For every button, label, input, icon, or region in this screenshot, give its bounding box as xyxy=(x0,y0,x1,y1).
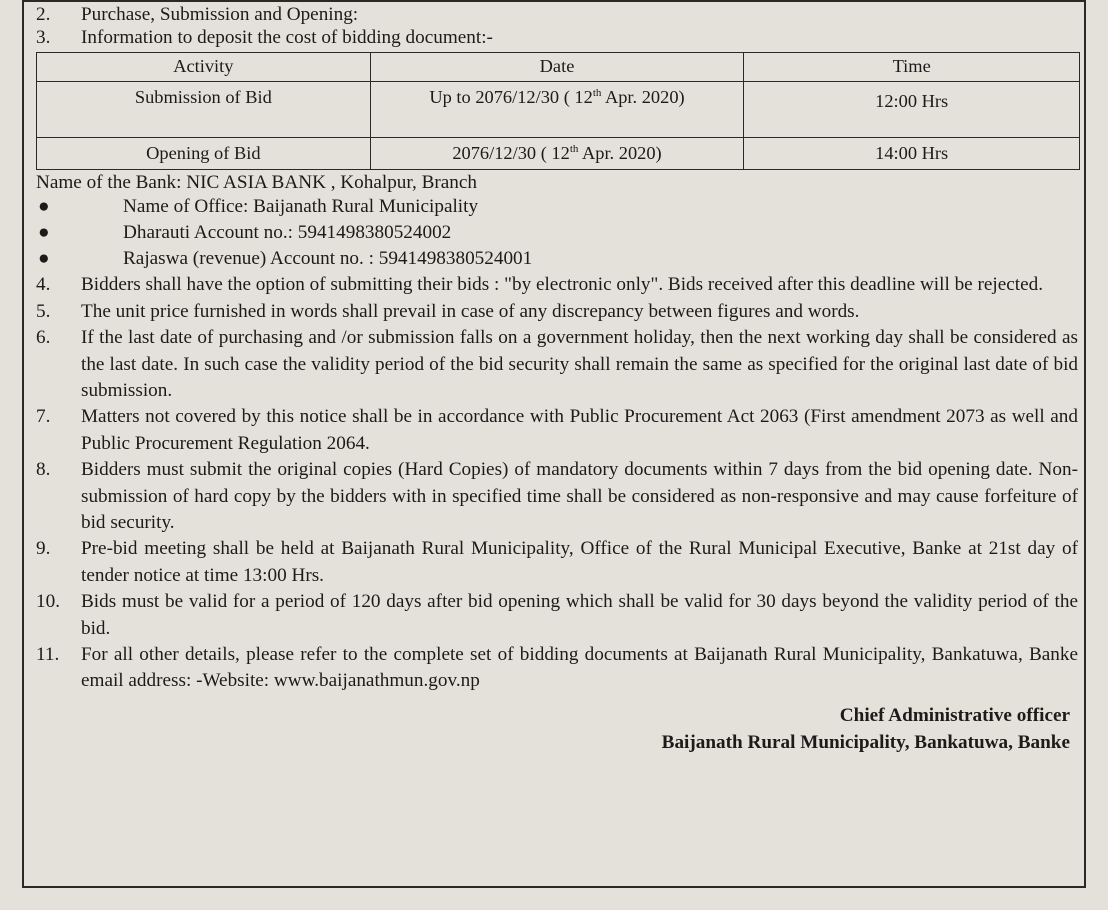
item-number: 3. xyxy=(36,26,51,48)
cell-time: 14:00 Hrs xyxy=(744,137,1080,169)
item-5 xyxy=(36,299,1078,325)
item-text: Bids must be valid for a period of 120 days after bid opening which shall be valid for 30 days beyond the validity period of the bid. xyxy=(81,591,1078,639)
item-3 xyxy=(36,27,1078,50)
item-text: Purchase, Submission and Opening: xyxy=(81,4,359,25)
date-ordinal: th xyxy=(569,142,579,155)
item-text: Matters not covered by this notice shall be in accordance with Public Procurement Act 2063 (First amendment 2073 as well and Public Procurement Regulation 2064. xyxy=(81,406,1078,454)
bullet-icon: ● xyxy=(38,222,50,244)
item-text: The unit price furnished in words shall prevail in case of any discrepancy between figures and words. xyxy=(81,300,860,322)
cell-date xyxy=(370,81,744,137)
list-item-text: Dharauti Account no.: 5941498380524002 xyxy=(123,222,452,244)
item-9 xyxy=(36,536,1078,589)
cell-activity: Submission of Bid xyxy=(37,81,371,137)
item-text: Information to deposit the cost of bidding document:- xyxy=(81,26,493,48)
top-border xyxy=(24,0,1084,2)
item-2 xyxy=(36,4,1078,27)
list-item-text: Rajaswa (revenue) Account no. : 5941498380524001 xyxy=(123,248,533,270)
item-text: Bidders must submit the original copies (Hard Copies) of mandatory documents within 7 days from the bid opening date. Non-submission of hard copy by the bidders with in specified time shall be considered as non-responsive and may cause forfeiture of bid security. xyxy=(81,459,1078,534)
signature-title: Chief Administrative officer xyxy=(839,704,1070,726)
header-date: Date xyxy=(370,52,744,81)
item-7 xyxy=(36,404,1078,457)
table-header-row xyxy=(37,52,1080,81)
table-row xyxy=(37,81,1080,137)
bank-details-list xyxy=(36,194,1078,272)
item-number: 10. xyxy=(36,591,60,613)
item-6 xyxy=(36,325,1078,404)
cell-time: 12:00 Hrs xyxy=(744,81,1080,137)
item-number: 8. xyxy=(36,459,51,481)
date-text: Apr. 2020) xyxy=(578,142,662,163)
item-number: 6. xyxy=(36,327,51,349)
date-text: 2076/12/30 ( 12 xyxy=(452,142,570,163)
item-number: 7. xyxy=(36,406,51,428)
bank-line: Name of the Bank: NIC ASIA BANK , Kohalpur, Branch xyxy=(36,171,478,193)
date-ordinal: th xyxy=(592,86,602,99)
header-time: Time xyxy=(744,52,1080,81)
bullet-icon: ● xyxy=(38,196,50,218)
signature-office: Baijanath Rural Municipality, Bankatuwa, Banke xyxy=(661,731,1070,753)
list-item xyxy=(36,220,1078,246)
notice-content xyxy=(36,4,1078,757)
item-text: Pre-bid meeting shall be held at Baijanath Rural Municipality, Office of the Rural Municipal Executive, Banke at 21st day of tender notice at time 13:00 Hrs. xyxy=(81,538,1078,586)
cell-date xyxy=(370,137,744,169)
item-text: For all other details, please refer to the complete set of bidding documents at Baijanath Rural Municipality, Bankatuwa, Banke email address: -Website: www.baijanathmun.gov.np xyxy=(81,644,1078,692)
item-text: If the last date of purchasing and /or submission falls on a government holiday, then the next working day shall be considered as the last date. In such case the validity period of the bid security shall remain the same as specified for the original last date of bid submission. xyxy=(81,327,1078,402)
bullet-icon: ● xyxy=(38,248,50,270)
numbered-items xyxy=(36,272,1078,695)
date-text: Up to 2076/12/30 ( 12 xyxy=(429,86,593,107)
item-text: Bidders shall have the option of submitting their bids : "by electronic only". Bids received after this deadline will be rejected. xyxy=(81,274,1043,296)
item-number: 9. xyxy=(36,538,51,560)
item-number: 11. xyxy=(36,644,60,666)
item-11 xyxy=(36,642,1078,695)
tender-notice xyxy=(22,0,1086,888)
list-item xyxy=(36,194,1078,220)
item-10 xyxy=(36,589,1078,642)
header-activity: Activity xyxy=(37,52,371,81)
table-row xyxy=(37,137,1080,169)
cell-activity: Opening of Bid xyxy=(37,137,371,169)
date-text: Apr. 2020) xyxy=(601,86,685,107)
schedule-table xyxy=(36,52,1080,170)
list-item-text: Name of Office: Baijanath Rural Municipality xyxy=(123,196,479,218)
item-number: 4. xyxy=(36,274,51,296)
item-number: 5. xyxy=(36,300,51,322)
item-4 xyxy=(36,272,1078,298)
item-8 xyxy=(36,457,1078,536)
list-item xyxy=(36,246,1078,272)
item-number: 2. xyxy=(36,4,51,25)
